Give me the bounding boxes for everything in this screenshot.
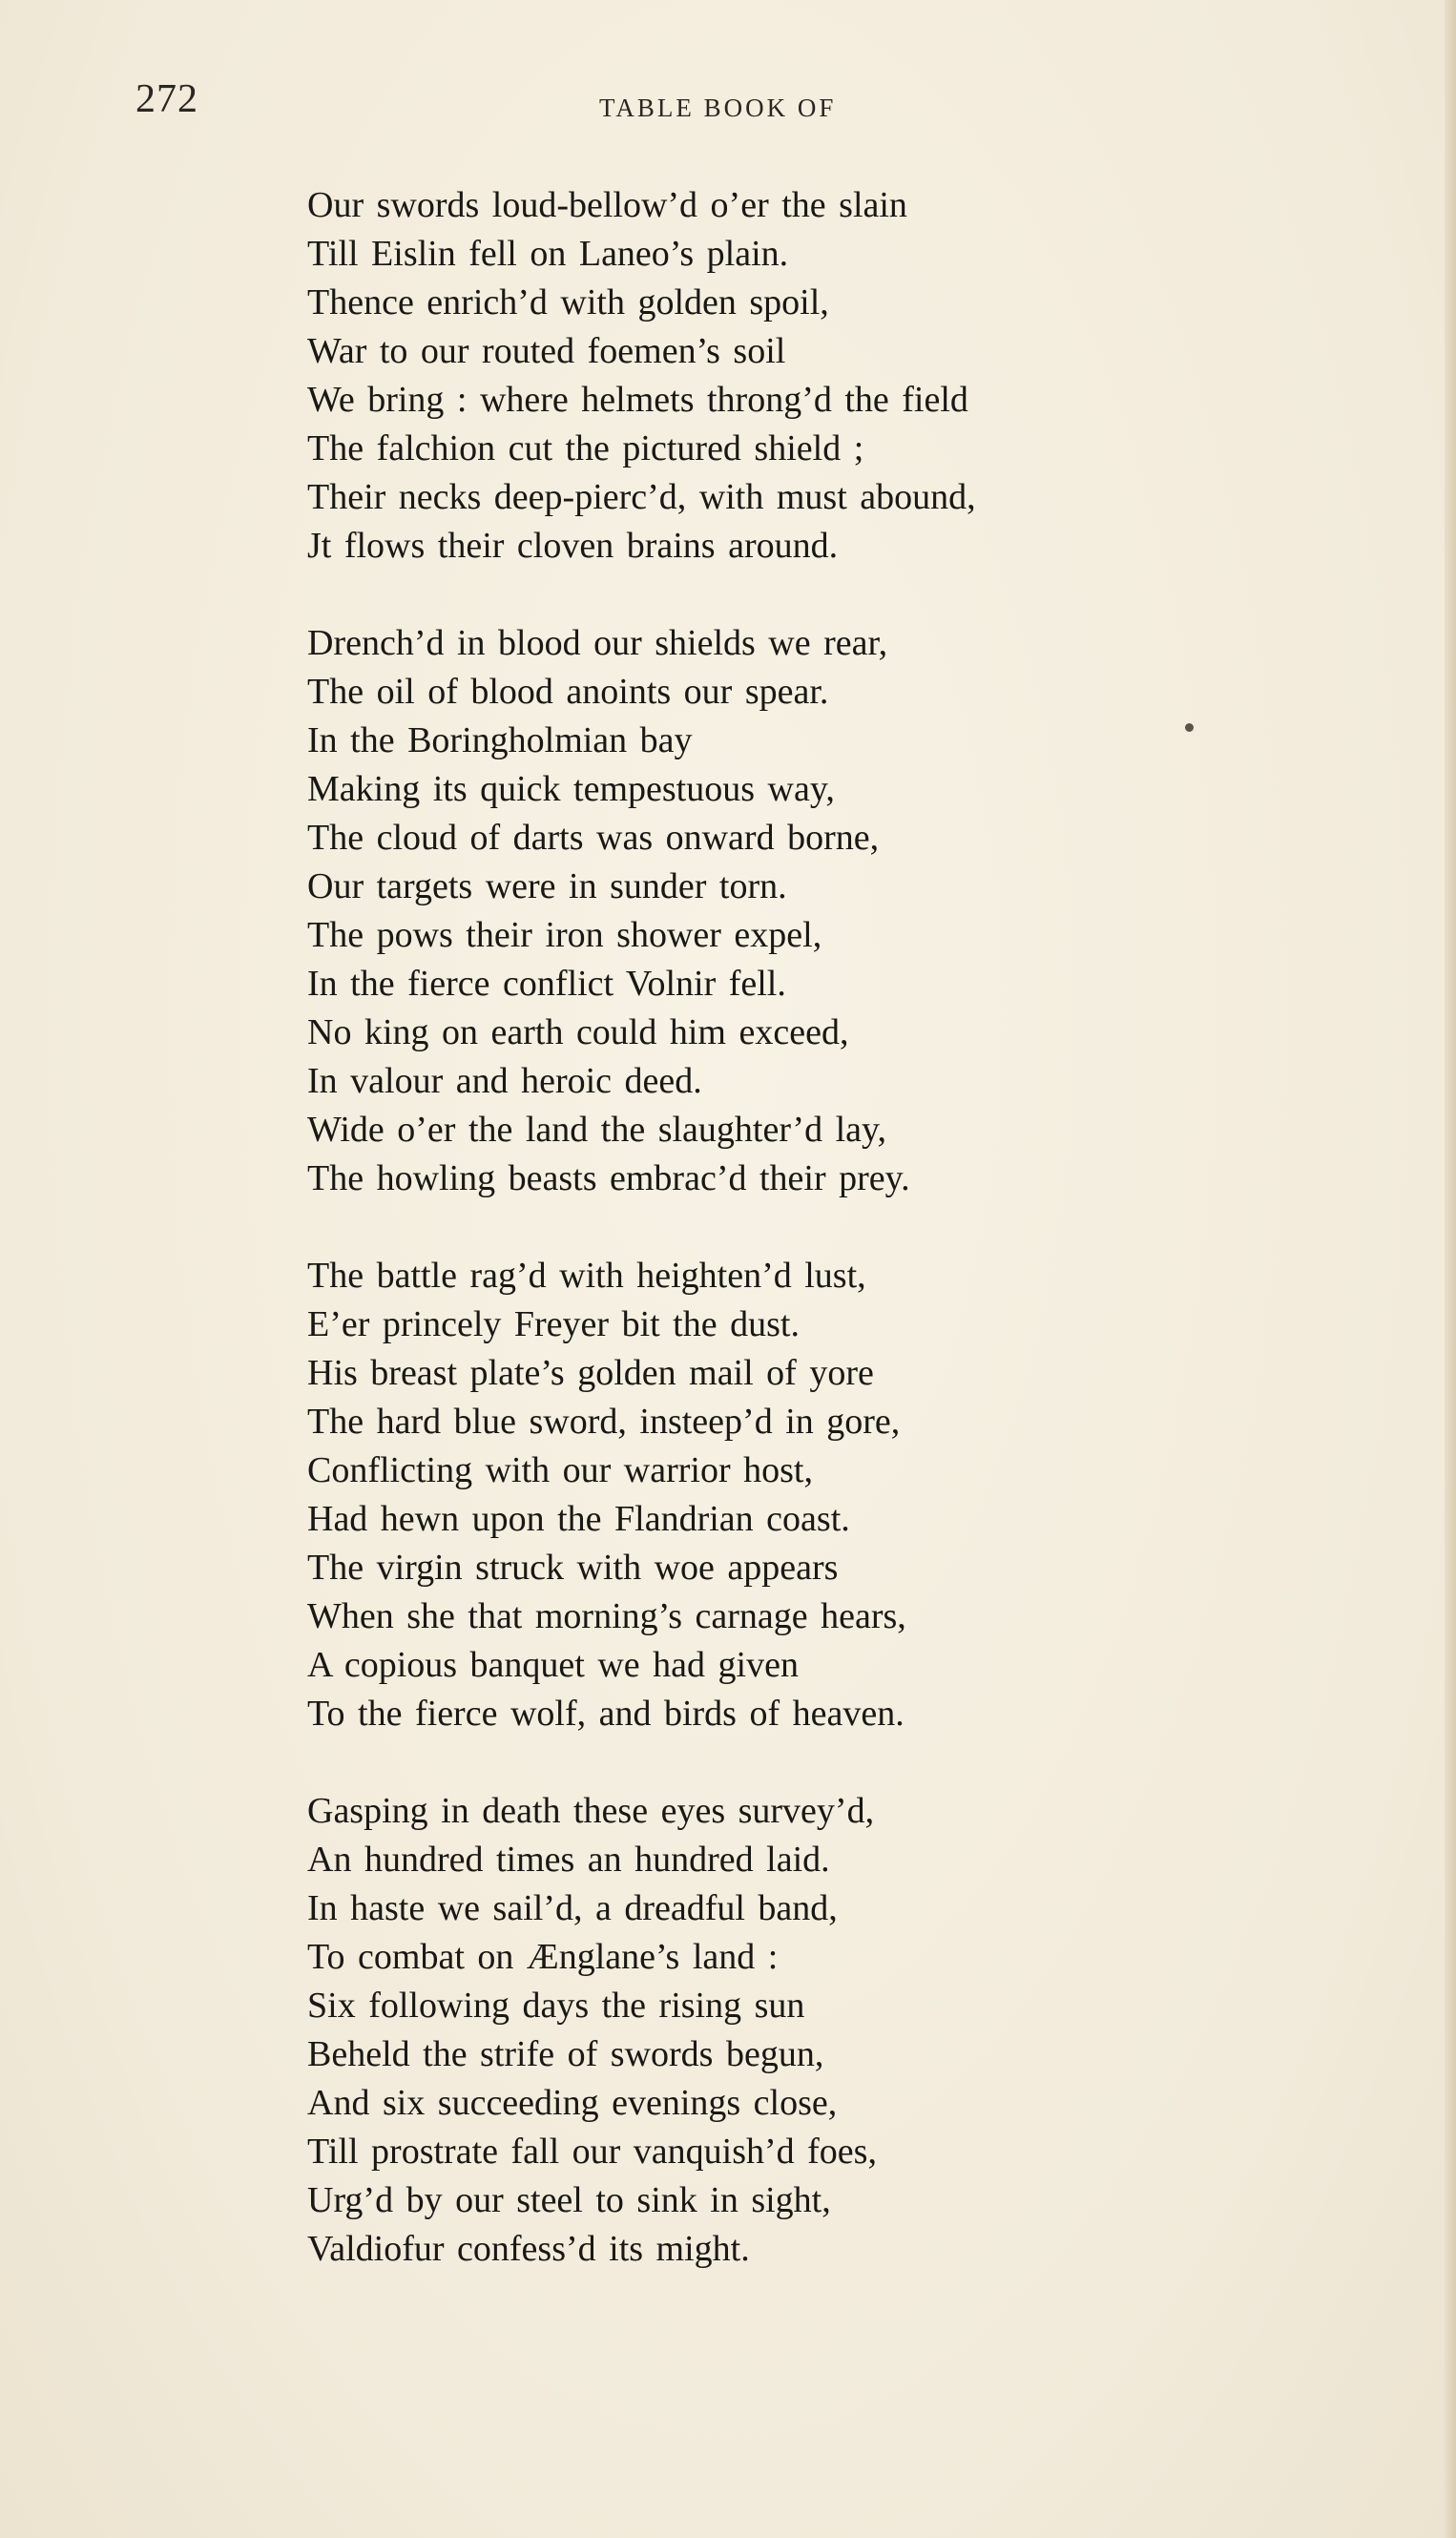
verse-line: Gasping in death these eyes survey’d,: [307, 1791, 875, 1831]
verse-line: Valdiofur confess’d its might.: [307, 2229, 750, 2269]
page-number: 272: [135, 77, 198, 121]
stanza: [307, 181, 1261, 571]
verse-line: In the fierce conflict Volnir fell.: [307, 964, 786, 1004]
verse-line: Till prostrate fall our vanquish’d foes,: [307, 2132, 877, 2172]
stanza: [307, 1787, 1261, 2274]
verse-line: Making its quick tempestuous way,: [307, 769, 835, 809]
verse-line: Their necks deep-pierc’d, with must abound,: [307, 477, 976, 517]
stanza: [307, 619, 1261, 1203]
verse-line: In valour and heroic deed.: [307, 1061, 702, 1101]
verse-line: Had hewn upon the Flandrian coast.: [307, 1499, 850, 1539]
verse-line: When she that morning’s carnage hears,: [307, 1596, 906, 1636]
verse-line: The falchion cut the pictured shield ;: [307, 428, 864, 468]
verse-line: No king on earth could him exceed,: [307, 1012, 849, 1052]
verse-line: The cloud of darts was onward borne,: [307, 818, 880, 858]
running-title: TABLE BOOK OF: [599, 94, 837, 122]
verse-line: Wide o’er the land the slaughter’d lay,: [307, 1110, 887, 1150]
verse-line: And six succeeding evenings close,: [307, 2083, 838, 2123]
verse-line: To combat on Ænglane’s land :: [307, 1937, 779, 1977]
poem: [307, 181, 1261, 2274]
verse-line: A copious banquet we had given: [307, 1645, 799, 1685]
verse-line: Drench’d in blood our shields we rear,: [307, 623, 888, 663]
verse-line: The oil of blood anoints our spear.: [307, 672, 829, 712]
verse-line: Conflicting with our warrior host,: [307, 1450, 813, 1490]
verse-line: Jt flows their cloven brains around.: [307, 526, 839, 566]
verse-line: E’er princely Freyer bit the dust.: [307, 1304, 800, 1344]
verse-line: Till Eislin fell on Laneo’s plain.: [307, 234, 789, 274]
verse-line: Beheld the strife of swords begun,: [307, 2034, 824, 2074]
verse-line: The hard blue sword, insteep’d in gore,: [307, 1402, 901, 1442]
stanza: [307, 1252, 1261, 1738]
verse-line: His breast plate’s golden mail of yore: [307, 1353, 874, 1393]
verse-line: An hundred times an hundred laid.: [307, 1840, 830, 1880]
verse-line: War to our routed foemen’s soil: [307, 331, 786, 371]
verse-line: Thence enrich’d with golden spoil,: [307, 282, 829, 322]
verse-line: Our swords loud-bellow’d o’er the slain: [307, 185, 907, 225]
verse-line: The battle rag’d with heighten’d lust,: [307, 1256, 866, 1296]
verse-line: To the fierce wolf, and birds of heaven.: [307, 1694, 905, 1734]
verse-line: The howling beasts embrac’d their prey.: [307, 1158, 910, 1198]
verse-line: We bring : where helmets throng’d the field: [307, 380, 968, 420]
verse-line: Our targets were in sunder torn.: [307, 866, 787, 906]
verse-line: Urg’d by our steel to sink in sight,: [307, 2180, 831, 2220]
verse-line: The virgin struck with woe appears: [307, 1548, 839, 1588]
verse-line: In haste we sail’d, a dreadful band,: [307, 1888, 838, 1928]
verse-line: The pows their iron shower expel,: [307, 915, 822, 955]
page-edge: [1445, 0, 1456, 2538]
verse-line: In the Boringholmian bay: [307, 720, 693, 760]
verse-line: Six following days the rising sun: [307, 1986, 805, 2026]
